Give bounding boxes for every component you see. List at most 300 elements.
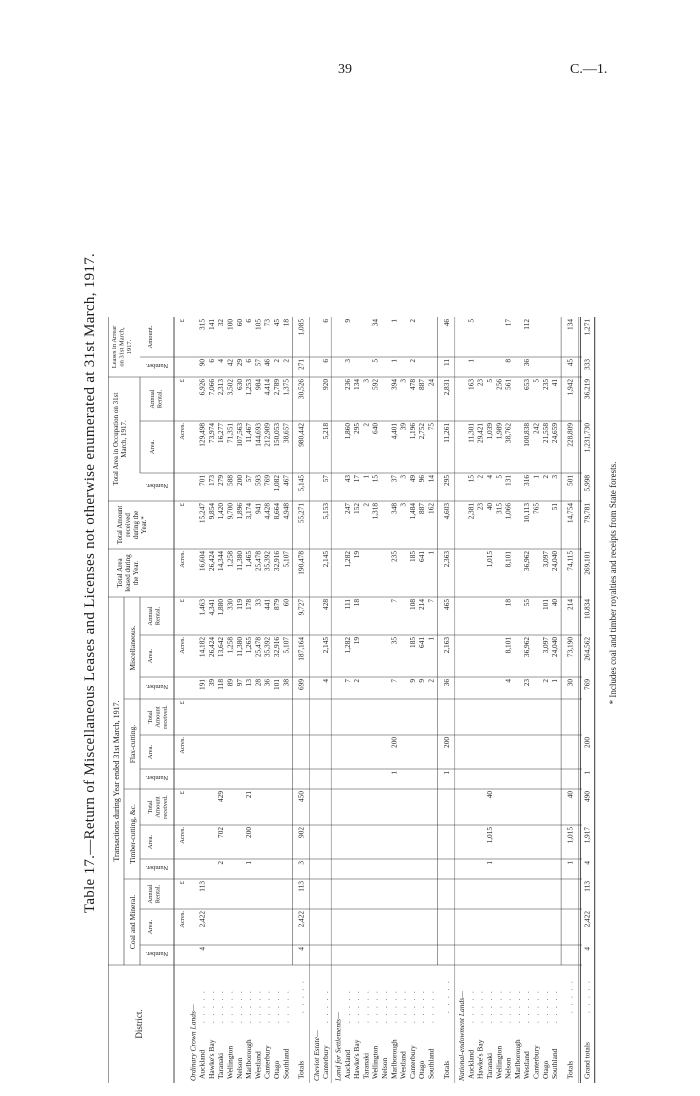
table-cell: 279 xyxy=(216,475,226,486)
table-cell: 467 xyxy=(281,475,291,486)
table-cell: 16,277 xyxy=(216,423,226,444)
leader-dots: . . . . . xyxy=(263,989,272,1023)
report-code: C.—1. xyxy=(570,62,608,77)
table-cell: 1,066 xyxy=(503,503,513,520)
table-cell: 1,420 xyxy=(216,503,226,520)
table-cell: 73 xyxy=(262,319,272,327)
table-cell: 200 xyxy=(441,737,451,748)
table-cell: 1 xyxy=(485,861,494,865)
table-cell: 630 xyxy=(234,379,244,390)
leader-dots: . . . . . xyxy=(523,989,532,1023)
table-cell: 100 xyxy=(225,319,235,330)
leader-dots: . . . . . xyxy=(343,989,352,1023)
table-cell: 879 xyxy=(272,599,281,610)
page-number: 39 xyxy=(338,62,352,77)
table-cell: 11,467 xyxy=(244,423,254,443)
miscellaneous-header: Miscellaneous. xyxy=(128,625,137,671)
district-row-label: Hawke's Bay xyxy=(352,1039,362,1079)
district-row-label: Nelson xyxy=(503,1057,513,1079)
table-cell: 187,164 xyxy=(296,637,306,661)
section-heading: Land for Settlements— xyxy=(333,1012,343,1081)
table-cell: 16,604 xyxy=(197,551,207,572)
table-cell: 641 xyxy=(417,637,427,648)
table-cell: 701 xyxy=(197,475,207,486)
table-cell: 35,392 xyxy=(262,551,272,572)
table-cell: 8,101 xyxy=(503,637,513,654)
district-row-label: Nelson xyxy=(380,1057,389,1079)
table-cell: 653 xyxy=(522,379,532,390)
leader-dots: . . . . . xyxy=(207,989,216,1023)
table-cell: 1,942 xyxy=(565,379,575,396)
table-cell: 43 xyxy=(342,475,352,483)
table-cell: 118 xyxy=(216,679,226,690)
table-cell: 7,066 xyxy=(206,379,216,396)
table-cell: 1 xyxy=(389,359,399,363)
section-heading: Ordinary Crown Lands— xyxy=(188,1004,198,1081)
leader-dots: . . . . . xyxy=(322,989,331,1023)
table-cell: 162 xyxy=(426,503,436,514)
table-cell: 429 xyxy=(216,791,226,802)
arrears-header: Leases in Arrearon 31st March,1917. xyxy=(111,325,133,369)
table-cell: 593 xyxy=(253,475,263,486)
table-cell: 2 xyxy=(216,861,226,865)
district-row-label: Marlborough xyxy=(244,1039,254,1079)
table-cell: 150,053 xyxy=(272,423,281,447)
unit-label: £ xyxy=(179,881,186,885)
table-cell: 4 xyxy=(582,947,592,951)
unit-label: £ xyxy=(179,791,186,795)
table-cell: 6 xyxy=(321,319,331,323)
table-cell: 21 xyxy=(244,791,254,799)
table-cell: 1 xyxy=(582,771,592,775)
table-cell: 25,478 xyxy=(253,551,263,572)
table-cell: 6 xyxy=(244,319,254,323)
table-cell: 19 xyxy=(352,637,362,645)
table-cell: 5 xyxy=(531,379,541,383)
table-cell: 5 xyxy=(485,379,494,383)
table-cell: 4,414 xyxy=(262,379,272,396)
table-cell: 39 xyxy=(398,423,408,431)
table-cell: 200 xyxy=(389,737,399,748)
table-cell: 28 xyxy=(253,679,263,687)
table-cell: 640 xyxy=(370,423,380,434)
table-cell: 74,115 xyxy=(565,551,575,571)
table-cell: 1 xyxy=(389,319,399,323)
table-cell: 38 xyxy=(281,679,291,687)
table-cell: 1,989 xyxy=(494,423,504,440)
table-cell: 11,261 xyxy=(441,423,451,443)
district-row-label: Canterbury xyxy=(531,1045,541,1079)
table-cell: 10,113 xyxy=(522,503,532,523)
table-cell: 185 xyxy=(407,551,417,562)
table-cell: 36,962 xyxy=(522,637,532,658)
table-cell: 1,082 xyxy=(272,475,281,492)
table-cell: 4 xyxy=(485,475,494,479)
table-cell: 1 xyxy=(531,475,541,479)
table-cell: 1,085 xyxy=(296,319,306,336)
district-row-label: Auckland xyxy=(342,1049,352,1079)
table-cell: 42 xyxy=(225,359,235,367)
table-cell: 40 xyxy=(485,503,494,511)
table-cell: 2 xyxy=(540,679,550,683)
table-cell: 316 xyxy=(522,475,532,486)
table-cell: 14 xyxy=(426,475,436,483)
table-cell: 1,258 xyxy=(225,637,235,654)
table-cell: 10,834 xyxy=(582,599,592,620)
district-row-label: Hawke's Bay xyxy=(475,1039,485,1079)
table-cell: 5,145 xyxy=(296,475,306,492)
table-cell: 465 xyxy=(441,599,451,610)
table-cell: 23 xyxy=(522,679,532,687)
table-cell: 8,101 xyxy=(503,551,513,568)
table-cell: 32,916 xyxy=(272,551,281,572)
table-cell: 111 xyxy=(342,599,352,610)
table-cell: 592 xyxy=(370,379,380,390)
table-cell: 24 xyxy=(426,379,436,387)
district-row-label: Wellington xyxy=(225,1045,235,1079)
table-cell: 89 xyxy=(225,679,235,687)
district-row-label: Hawke's Bay xyxy=(206,1039,216,1079)
subheader: AnnualRental. xyxy=(147,606,162,626)
district-row-label: Taranaki xyxy=(485,1052,494,1079)
table-cell: 26,424 xyxy=(206,551,216,572)
number-subheader: Number. xyxy=(145,683,169,690)
table-cell: 1 xyxy=(389,771,399,775)
leader-dots: . . . . . xyxy=(371,989,380,1023)
table-cell: 3,097 xyxy=(540,551,550,568)
leader-dots: . . . . . xyxy=(486,989,494,1023)
table-cell: 315 xyxy=(494,503,504,514)
leader-dots: . . . . . xyxy=(235,989,244,1023)
table-cell: 1,015 xyxy=(485,551,494,568)
table-cell: 14,182 xyxy=(197,637,207,658)
table-cell: 4 xyxy=(296,947,306,951)
table-cell: 2,363 xyxy=(441,551,451,568)
leader-dots: . . . . . xyxy=(467,989,476,1023)
table-cell: 40 xyxy=(550,599,560,607)
leader-dots: . . . . . xyxy=(476,989,485,1023)
table-cell: 1,484 xyxy=(407,503,417,520)
table-cell: 235 xyxy=(540,379,550,390)
table-cell: 57 xyxy=(253,359,263,367)
table-cell: 2 xyxy=(281,359,291,363)
district-row-label: Canterbury xyxy=(321,1045,331,1079)
leader-dots: . . . . . xyxy=(583,979,592,1013)
table-cell: 21,558 xyxy=(540,423,550,444)
table-cell: 1,880 xyxy=(216,599,226,616)
table-cell: 450 xyxy=(296,791,306,802)
table-cell: 9,700 xyxy=(225,503,235,520)
table-cell: 1 xyxy=(565,861,575,865)
district-row-label: Otago xyxy=(417,1060,427,1079)
table-cell: 57 xyxy=(321,475,331,483)
table-cell: 1 xyxy=(426,637,436,641)
table-cell: 39 xyxy=(206,679,216,687)
table-cell: 428 xyxy=(321,599,331,610)
table-cell: 26,424 xyxy=(206,637,216,658)
transactions-header: Transactions during Year ended 31st March, 1917. xyxy=(112,700,121,862)
coal-mineral-header: Coal and Mineral. xyxy=(128,894,137,950)
table-cell: 18 xyxy=(281,319,291,327)
returns-table xyxy=(108,83,608,1083)
subheader: Area. xyxy=(147,648,154,664)
table-cell: 73,974 xyxy=(206,423,216,444)
section-heading: Cheviot Estate— xyxy=(311,1030,321,1081)
table-cell: 97 xyxy=(234,679,244,687)
table-cell: 1,231,730 xyxy=(582,423,592,453)
table-cell: 4 xyxy=(197,947,207,951)
leader-dots: . . . . . xyxy=(399,989,408,1023)
table-cell: 36 xyxy=(522,359,532,367)
table-cell: 1,271 xyxy=(582,319,592,336)
table-cell: 55 xyxy=(522,599,532,607)
table-cell: 236 xyxy=(342,379,352,390)
table-cell: 264,562 xyxy=(582,637,592,661)
subheader: Area. xyxy=(149,439,156,455)
table-cell: 765 xyxy=(531,503,541,514)
table-cell: 1,196 xyxy=(407,423,417,440)
table-cell: 2,831 xyxy=(441,379,451,396)
table-cell: 144,693 xyxy=(253,423,263,447)
table-cell: 4,948 xyxy=(281,503,291,520)
total-amount-received-header: Total Amountreceivedduring theYear.* xyxy=(116,505,148,545)
table-cell: 2,422 xyxy=(582,911,592,928)
table-cell: 152 xyxy=(352,503,362,514)
table-cell: 45 xyxy=(272,319,281,327)
table-cell: 2,789 xyxy=(272,379,281,396)
leader-dots: . . . . . xyxy=(381,989,389,1023)
table-cell: 228,809 xyxy=(565,423,575,447)
table-cell: 46 xyxy=(262,359,272,367)
table-cell: 769 xyxy=(582,679,592,690)
table-cell: 36 xyxy=(441,679,451,687)
leader-dots: . . . . . xyxy=(226,989,235,1023)
table-cell: 2 xyxy=(352,679,362,683)
unit-label: £ xyxy=(179,319,186,323)
table-cell: 235 xyxy=(389,551,399,562)
table-cell: 131 xyxy=(503,475,513,486)
table-cell: 441 xyxy=(262,599,272,610)
occupation-header: Total Area in Occupation on 31stMarch, 1917. xyxy=(112,392,128,486)
table-cell: 119 xyxy=(234,599,244,610)
subheader: Area. xyxy=(147,919,154,935)
table-cell: 902 xyxy=(296,827,306,838)
leader-dots: . . . . . xyxy=(532,989,541,1023)
table-cell: 1,463 xyxy=(197,599,207,616)
table-cell: 14,754 xyxy=(565,503,575,524)
table-cell: 4 xyxy=(582,861,592,865)
table-cell: 9 xyxy=(342,319,352,323)
table-cell: 73,190 xyxy=(565,637,575,658)
leader-dots: . . . . . xyxy=(513,989,522,1023)
table-cell: 3 xyxy=(398,379,408,383)
table-cell: 18 xyxy=(352,599,362,607)
totals-row-label: Totals xyxy=(441,1060,451,1079)
district-row-label: Canterbury xyxy=(407,1045,417,1079)
subheader: Area. xyxy=(147,834,154,850)
table-cell: 108 xyxy=(407,599,417,610)
leader-dots: . . . . . xyxy=(390,989,399,1023)
table-cell: 134 xyxy=(565,319,575,330)
table-cell: 2,422 xyxy=(197,911,207,928)
table-cell: 38,657 xyxy=(281,423,291,444)
totals-row-label: Totals xyxy=(296,1060,306,1079)
subheader: AnnualRental. xyxy=(147,884,162,904)
table-cell: 14,344 xyxy=(216,551,226,572)
table-cell: 1 xyxy=(244,861,254,865)
table-cell: 1,282 xyxy=(342,551,352,568)
table-cell: 2,145 xyxy=(321,551,331,568)
leader-dots: . . . . . xyxy=(282,989,291,1023)
table-cell: 887 xyxy=(417,379,427,390)
table-cell: 1,860 xyxy=(342,423,352,440)
table-cell: 315 xyxy=(197,319,207,330)
table-cell: 4 xyxy=(216,359,226,363)
table-cell: 90 xyxy=(197,359,207,367)
table-cell: 7 xyxy=(389,679,399,683)
table-cell: 4,428 xyxy=(262,503,272,520)
table-cell: 214 xyxy=(417,599,427,610)
table-cell: 200 xyxy=(582,737,592,748)
table-cell: 702 xyxy=(216,827,226,838)
table-cell: 247 xyxy=(342,503,352,514)
leader-dots: . . . . . xyxy=(273,989,281,1023)
table-cell: 200 xyxy=(244,827,254,838)
table-cell: 1,465 xyxy=(244,551,254,568)
table-cell: 15,247 xyxy=(197,503,207,524)
table-cell: 79,781 xyxy=(582,503,592,524)
table-cell: 38,762 xyxy=(503,423,513,444)
unit-label: £ xyxy=(179,701,186,705)
table-cell: 33 xyxy=(253,599,263,607)
table-cell: 51 xyxy=(550,503,560,511)
table-cell: 9,854 xyxy=(206,503,216,520)
table-cell: 6 xyxy=(321,359,331,363)
table-cell: 941 xyxy=(253,503,263,514)
table-cell: 141 xyxy=(206,319,216,330)
table-cell: 984 xyxy=(253,379,263,390)
table-cell: 588 xyxy=(225,475,235,486)
table-cell: 113 xyxy=(197,881,207,892)
table-cell: 2,752 xyxy=(417,423,427,440)
table-cell: 269,101 xyxy=(582,551,592,575)
table-cell: 641 xyxy=(417,551,427,562)
leader-dots: . . . . . xyxy=(408,989,417,1023)
total-area-leased-header: Total Arealeased duringthe Year. xyxy=(116,554,140,592)
table-cell: 191 xyxy=(197,679,207,690)
table-cell: 190,478 xyxy=(296,551,306,575)
table-cell: 501 xyxy=(565,475,575,486)
table-cell: 25,478 xyxy=(253,637,263,658)
table-cell: 129,498 xyxy=(197,423,207,447)
flax-cutting-header: Flax-cutting. xyxy=(128,724,137,764)
table-cell: 18 xyxy=(503,599,513,607)
table-cell: 295 xyxy=(441,475,451,486)
table-cell: 60 xyxy=(234,319,244,327)
table-cell: 107,563 xyxy=(234,423,244,447)
table-cell: 1,896 xyxy=(234,503,244,520)
table-cell: 7 xyxy=(426,599,436,603)
district-row-label: Nelson xyxy=(234,1057,244,1079)
table-cell: 3,502 xyxy=(225,379,235,396)
table-cell: 3 xyxy=(361,379,371,383)
subheader: Area. xyxy=(147,744,154,760)
table-cell: 9 xyxy=(417,679,427,683)
table-cell: 3 xyxy=(398,503,408,507)
table-cell: 490 xyxy=(582,791,592,802)
table-cell: 1,375 xyxy=(281,379,291,396)
table-cell: 9,727 xyxy=(296,599,306,616)
table-cell: 13,642 xyxy=(216,637,226,658)
leader-dots: . . . . . xyxy=(442,979,451,1013)
table-cell: 11 xyxy=(441,359,451,367)
leader-dots: . . . . . xyxy=(217,989,226,1023)
table-cell: 41 xyxy=(550,379,560,387)
table-cell: 17 xyxy=(352,475,362,483)
table-cell: 15 xyxy=(466,475,476,483)
table-cell: 2 xyxy=(361,503,371,507)
table-cell: 8,664 xyxy=(272,503,281,520)
table-cell: 242 xyxy=(531,423,541,434)
table-cell: 769 xyxy=(262,475,272,486)
district-row-label: Westland xyxy=(253,1051,263,1079)
table-cell: 4 xyxy=(321,679,331,683)
table-cell: 36 xyxy=(262,679,272,687)
leader-dots: . . . . . xyxy=(245,989,254,1023)
table-cell: 1 xyxy=(550,679,560,683)
unit-label: £ xyxy=(179,599,186,603)
table-cell: 113 xyxy=(296,881,306,892)
district-row-label: Westland xyxy=(522,1051,532,1079)
table-cell: 3,174 xyxy=(244,503,254,520)
table-cell: 3 xyxy=(296,861,306,865)
district-row-label: Auckland xyxy=(466,1049,476,1079)
table-cell: 5,107 xyxy=(281,551,291,568)
table-cell: 920 xyxy=(321,379,331,390)
leader-dots: . . . . . xyxy=(504,989,513,1023)
table-cell: 60 xyxy=(281,599,291,607)
unit-label: £ xyxy=(179,379,186,383)
table-cell: 11,380 xyxy=(234,551,244,571)
table-cell: 271 xyxy=(296,359,306,370)
table-cell: 1,917 xyxy=(582,827,592,844)
district-row-label: Taranaki xyxy=(216,1052,226,1079)
table-cell: 35 xyxy=(389,637,399,645)
section-heading: National-endowment Lands— xyxy=(457,991,467,1081)
leader-dots: . . . . . xyxy=(353,989,362,1023)
subheader: TotalAmountreceived. xyxy=(147,795,169,819)
unit-label: Acres. xyxy=(179,911,186,928)
table-cell: 348 xyxy=(389,503,399,514)
unit-label: Acres. xyxy=(179,827,186,844)
number-subheader: Number. xyxy=(145,950,169,957)
table-cell: 32,916 xyxy=(272,637,281,658)
table-cell: 212,909 xyxy=(262,423,272,447)
table-title: Table 17.—Return of Miscellaneous Leases and Licenses not otherwise enumerated at 31st March, 1917. xyxy=(82,252,98,914)
district-row-label: Marlborough xyxy=(512,1039,522,1079)
table-cell: 34 xyxy=(370,319,380,327)
table-cell: 3 xyxy=(342,359,352,363)
district-row-label: Otago xyxy=(540,1060,550,1079)
table-cell: 37 xyxy=(389,475,399,483)
subheader: AnnualRental. xyxy=(149,389,164,409)
table-cell: 4,603 xyxy=(441,503,451,520)
totals-row-label: Totals xyxy=(565,1060,575,1079)
table-cell: 113 xyxy=(582,881,592,892)
timber-cutting-header: Timber-cutting, &c. xyxy=(128,804,137,864)
table-cell: 1,318 xyxy=(370,503,380,520)
grand-totals-row-label: Grand totals xyxy=(582,1042,592,1079)
